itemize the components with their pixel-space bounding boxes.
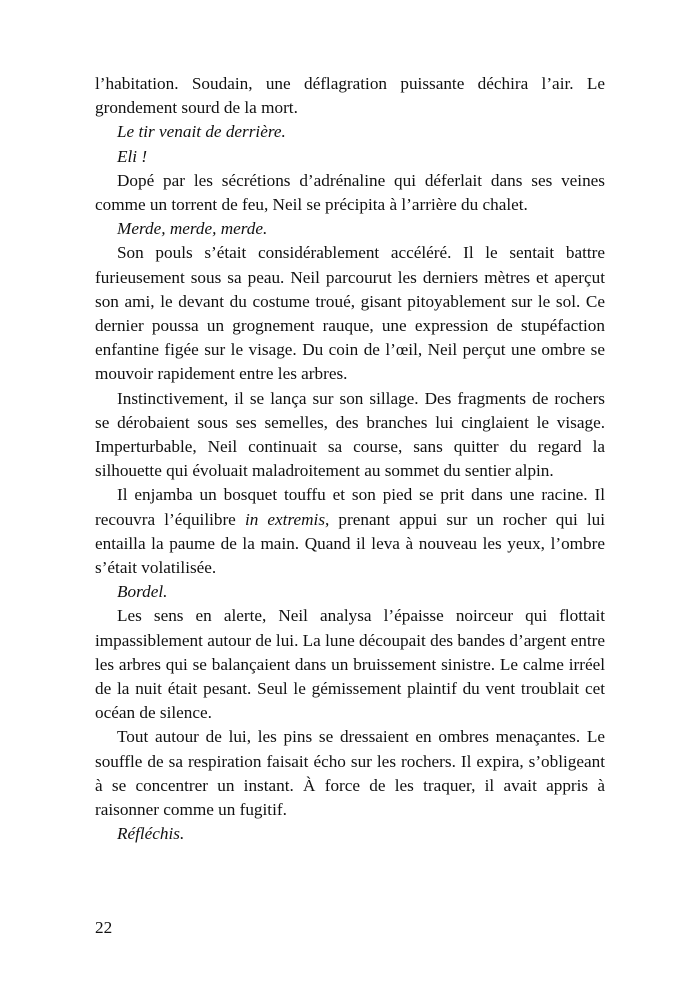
- paragraph-5-italic: Merde, merde, merde.: [117, 219, 268, 239]
- paragraph-6: Son pouls s’était considérablement accéléré. Il le sentait battre furieusement sous sa peau. Neil parcourut les derniers mètres et aperçut son ami, le devant du costume troué, gisant pitoyablement sur le sol. Ce dernier poussa un grognement rauque, une expression de stupéfaction enfantine figée sur le visage. Du coin de l’œil, Neil perçut une ombre se mouvoir rapidement entre les arbres.: [95, 243, 605, 384]
- paragraph-8-text-after: , prenant appui sur un rocher qui lui entailla la paume de la main. Quand il leva à nouveau les yeux, l’ombre s’était volatilisée.: [95, 509, 606, 578]
- paragraph-8-italic-phrase: in extremis: [244, 509, 326, 529]
- paragraph-10: Les sens en alerte, Neil analysa l’épaisse noirceur qui flottait impassiblement autour de lui. La lune découpait des bandes d’argent entre les arbres qui se balançaient dans un bruissement sinistre. Le calme irréel de la nuit était pesant. Seul le gémissement plaintif du vent troublait cet océan de silence.: [95, 606, 605, 723]
- paragraph-2-italic: Le tir venait de derrière.: [117, 122, 286, 142]
- paragraph-12-italic: Réfléchis.: [117, 824, 185, 844]
- body-text: [95, 72, 605, 847]
- paragraph-4: Dopé par les sécrétions d’adrénaline qui déferlait dans ses veines comme un torrent de feu, Neil se précipita à l’arrière du chalet.: [95, 170, 605, 215]
- paragraph-8-text-before: Il enjamba un bosquet touffu et son pied se prit dans une racine. Il recouvra l’équilibre: [95, 485, 605, 529]
- paragraph-9-italic: Bordel.: [117, 582, 168, 602]
- page-number: 22: [95, 918, 113, 937]
- paragraph-11: Tout autour de lui, les pins se dressaient en ombres menaçantes. Le souffle de sa respiration faisait écho sur les rochers. Il expira, s’obligeant à se concentrer un instant. À force de les traquer, il avait appris à raisonner comme un fugitif.: [95, 727, 605, 820]
- paragraph-8: [95, 483, 605, 580]
- paragraph-3-italic: Eli !: [117, 146, 148, 166]
- paragraph-7: Instinctivement, il se lança sur son sillage. Des fragments de rochers se dérobaient sous ses semelles, des branches lui cinglaient le visage. Imperturbable, Neil continuait sa course, sans quitter du regard la silhouette qui évoluait maladroitement au sommet du sentier alpin.: [95, 388, 605, 481]
- paragraph-1: l’habitation. Soudain, une déflagration puissante déchira l’air. Le grondement sourd de la mort.: [95, 74, 605, 118]
